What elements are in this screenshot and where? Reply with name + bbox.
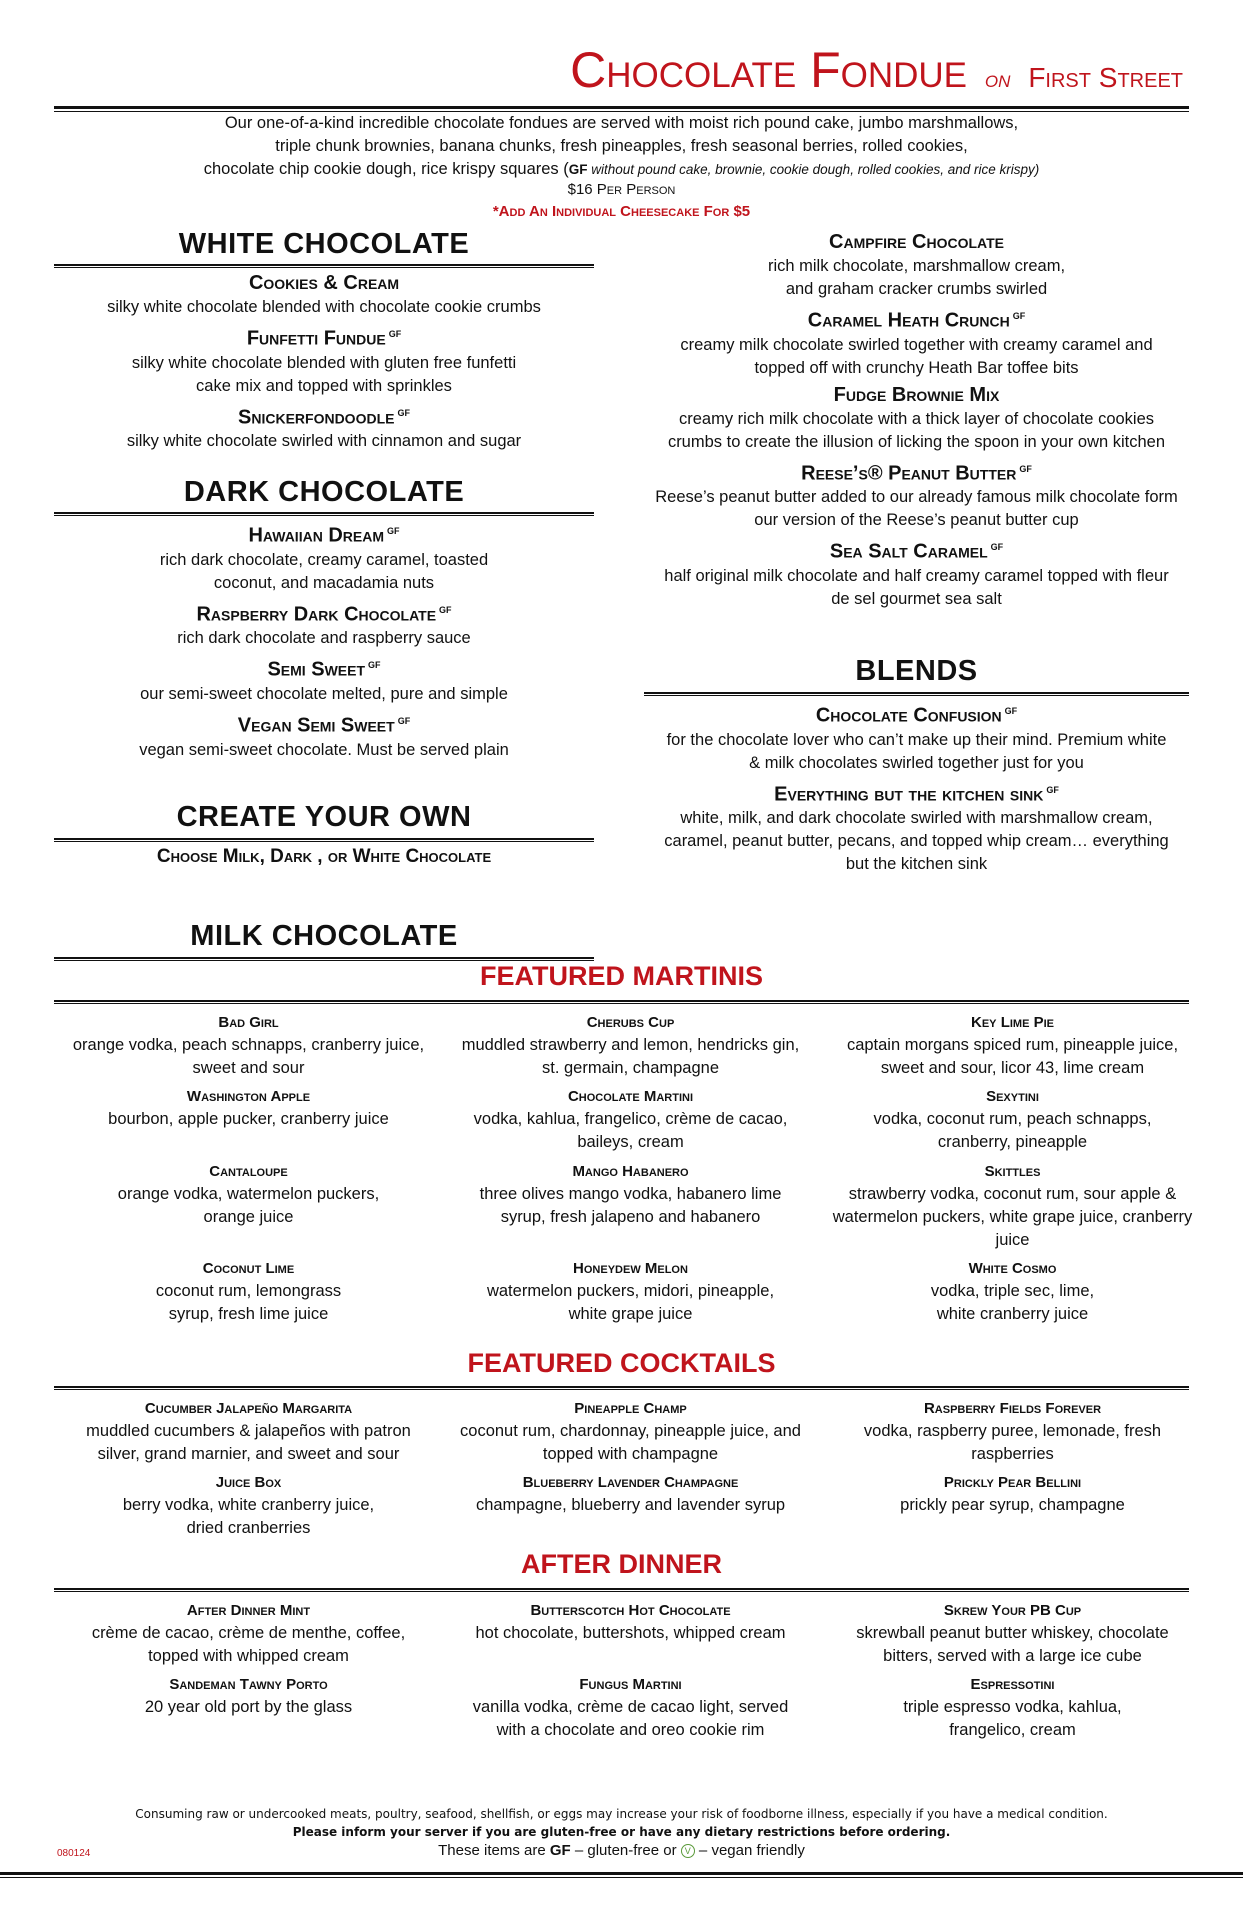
intro-gf: GF — [568, 162, 588, 177]
martinis-rule — [54, 1000, 1189, 1004]
item-desc: for the chocolate lover who can’t make up their mind. Premium white & milk chocolates swirled together just for you — [666, 730, 1167, 772]
menu-item — [644, 777, 1189, 877]
menu-item — [644, 698, 1189, 775]
gf-badge: GF — [388, 329, 402, 339]
drink-item: Espressotini triple espresso vodka, kahlua, frangelico, cream — [903, 1676, 1122, 1739]
item-desc: rich milk chocolate, marshmallow cream, and graham cracker crumbs swirled — [767, 257, 1066, 298]
title-main: Chocolate Fondue — [570, 42, 968, 98]
drink-item: White Cosmo vodka, triple sec, lime, white cranberry juice — [930, 1260, 1095, 1323]
footer-warning: Consuming raw or undercooked meats, poultry, seafood, shellfish, or eggs may increase your risk of foodborne illness, especially if you have a medical condition. — [135, 1807, 1108, 1821]
drink-item: Sandeman Tawny Porto 20 year old port by the glass — [144, 1676, 353, 1716]
drink-item: Cantaloupe orange vodka, watermelon puckers, orange juice — [117, 1163, 380, 1226]
drink-item: Juice Box berry vodka, white cranberry juice, dried cranberries — [122, 1474, 375, 1537]
afterdinner-heading: AFTER DINNER — [521, 1549, 722, 1579]
legend-post: – vegan friendly — [694, 1842, 805, 1859]
drink-item: Washington Apple bourbon, apple pucker, cranberry juice — [108, 1088, 389, 1128]
item-name: Snickerfondoodle $^{GF}$ — [238, 406, 410, 429]
vegan-leaf-icon: V — [681, 1844, 695, 1858]
create-rule — [54, 838, 594, 842]
gf-badge: GF — [439, 604, 452, 615]
item-desc: creamy milk chocolate swirled together with creamy caramel and topped off with crunchy Heath Bar toffee bits — [680, 335, 1153, 377]
menu-item — [54, 270, 594, 319]
item-desc: vegan semi-sweet chocolate. Must be served plain — [139, 740, 509, 759]
item-name: Hawaiian Dream $^{GF}$ — [248, 524, 400, 547]
cocktails-heading: FEATURED COCKTAILS — [467, 1348, 776, 1378]
gf-badge: GF — [1019, 463, 1032, 474]
menu-item — [644, 229, 1189, 301]
item-desc: rich dark chocolate and raspberry sauce — [177, 629, 471, 648]
drink-item: Coconut Lime coconut rum, lemongrass syrup, fresh lime juice — [155, 1260, 342, 1323]
menu-item — [54, 321, 594, 398]
drink-item: After Dinner Mint crème de cacao, crème de menthe, coffee, topped with whipped cream — [91, 1602, 406, 1665]
legend-pre: These items are — [438, 1842, 550, 1859]
item-name: Caramel Heath Crunch $^{GF}$ — [807, 309, 1026, 332]
dark-rule — [54, 512, 594, 516]
drink-item: Pineapple Champ coconut rum, chardonnay, pineapple juice, and topped with champagne — [460, 1400, 801, 1463]
menu-item — [54, 518, 594, 595]
menu-item — [644, 534, 1189, 611]
title-street: First Street — [1028, 62, 1183, 93]
intro-line-3 — [60, 158, 1183, 181]
menu-item — [54, 708, 594, 762]
item-desc: silky white chocolate blended with gluten free funfetti cake mix and topped with sprinkles — [131, 353, 517, 395]
blends-list — [644, 698, 1189, 878]
gf-badge: GF — [1046, 784, 1059, 795]
item-desc: silky white chocolate blended with chocolate cookie crumbs — [107, 298, 541, 316]
item-name: Vegan Semi Sweet $^{GF}$ — [237, 714, 411, 737]
white-heading: WHITE CHOCOLATE — [178, 228, 470, 260]
drink-item: Cherubs Cup muddled strawberry and lemon, hendricks gin, st. germain, champagne — [461, 1014, 800, 1077]
drink-item: Mango Habanero three olives mango vodka, habanero lime syrup, fresh jalapeno and habanero — [479, 1163, 782, 1226]
item-desc: half original milk chocolate and half creamy caramel topped with fleur de sel gourmet sea salt — [664, 566, 1169, 608]
item-name: Cookies & Cream — [248, 272, 400, 294]
menu-item — [644, 456, 1189, 533]
intro-gf-note: without pound cake, brownie, cookie dough, rolled cookies, and rice krispy) — [587, 162, 1040, 177]
item-name: Everything but the kitchen sink $^{GF}$ — [774, 783, 1059, 806]
footer-legend — [60, 1842, 1183, 1859]
addon-note: *Add An Individual Cheesecake For $5 — [492, 203, 751, 220]
price: $16 Per Person — [567, 181, 676, 198]
footer-rule — [0, 1872, 1243, 1878]
drink-item: Sexytini vodka, coconut rum, peach schnapps, cranberry, pineapple — [873, 1088, 1152, 1151]
menu-item — [54, 597, 594, 651]
martinis-heading: FEATURED MARTINIS — [480, 961, 763, 991]
drink-item: Skittles strawberry vodka, coconut rum, sour apple & watermelon puckers, white grape juice, cranberry juice — [832, 1163, 1193, 1249]
title-on: on — [984, 66, 1011, 93]
intro-text — [60, 112, 1183, 181]
gf-badge: GF — [397, 715, 411, 726]
footer-notice: Please inform your server if you are gluten-free or have any dietary restrictions before ordering. — [292, 1825, 951, 1839]
drink-item: Butterscotch Hot Chocolate hot chocolate, buttershots, whipped cream — [475, 1602, 786, 1642]
dark-heading: DARK CHOCOLATE — [183, 476, 465, 508]
gf-badge: GF — [990, 542, 1004, 553]
blends-heading: BLENDS — [855, 655, 978, 687]
drink-item: Prickly Pear Bellini prickly pear syrup, champagne — [900, 1474, 1125, 1514]
item-desc: silky white chocolate swirled with cinnamon and sugar — [126, 432, 522, 451]
drink-item: Raspberry Fields Forever vodka, raspberry puree, lemonade, fresh raspberries — [863, 1400, 1162, 1463]
menu-code: 080124 — [57, 1848, 91, 1859]
gf-badge: GF — [1012, 311, 1026, 321]
milk-heading: MILK CHOCOLATE — [190, 920, 458, 952]
blends-rule — [644, 692, 1189, 696]
menu-item — [54, 400, 594, 454]
menu-item — [54, 652, 594, 706]
item-desc: rich dark chocolate, creamy caramel, toasted coconut, and macadamia nuts — [159, 550, 489, 592]
item-name: Chocolate Confusion $^{GF}$ — [815, 704, 1018, 727]
cocktails-rule — [54, 1386, 1189, 1390]
drink-item: Fungus Martini vanilla vodka, crème de cacao light, served with a chocolate and oreo cookie rim — [472, 1676, 789, 1739]
drink-item: Key Lime Pie captain morgans spiced rum, pineapple juice, sweet and sour, licor 43, lime cream — [846, 1014, 1179, 1077]
item-desc: white, milk, and dark chocolate swirled with marshmallow cream, caramel, peanut butter, pecans, and topped whip cream… everything but the kitchen sink — [664, 809, 1169, 874]
milk-list — [644, 229, 1189, 613]
item-name: Raspberry Dark Chocolate $^{GF}$ — [196, 603, 452, 626]
legend-gf: GF — [549, 1842, 571, 1859]
menu-item — [644, 303, 1189, 380]
intro-line-1: Our one-of-a-kind incredible chocolate fondues are served with moist rich pound cake, jumbo marshmallows, — [224, 114, 1019, 132]
drink-item: Skrew Your PB Cup skrewball peanut butter whiskey, chocolate bitters, served with a large ice cube — [856, 1602, 1169, 1665]
drink-item: Honeydew Melon watermelon puckers, midori, pineapple, white grape juice — [486, 1260, 775, 1323]
gf-badge: GF — [397, 407, 410, 418]
item-desc: creamy rich milk chocolate with a thick layer of chocolate cookies crumbs to create the illusion of licking the spoon in your own kitchen — [667, 409, 1166, 451]
item-name: Reese’s® Peanut Butter $^{GF}$ — [801, 462, 1032, 485]
gf-badge: GF — [368, 660, 381, 671]
white-list — [54, 270, 594, 455]
item-name: Fudge Brownie Mix — [833, 383, 1000, 406]
drink-item: Cucumber Jalapeño Margarita muddled cucumbers & jalapeños with patron silver, grand marnier, and sweet and sour — [86, 1400, 411, 1463]
item-desc: our semi-sweet chocolate melted, pure and simple — [140, 684, 508, 703]
intro-line-3-text: chocolate chip cookie dough, rice krispy squares ( — [203, 160, 569, 178]
page-title — [570, 44, 1183, 106]
intro-line-2: triple chunk brownies, banana chunks, fresh pineapples, fresh seasonal berries, rolled cookies, — [275, 137, 968, 155]
item-name: Funfetti Fundue $^{GF}$ — [246, 327, 402, 350]
gf-badge: GF — [1004, 706, 1018, 716]
drink-item: Bad Girl orange vodka, peach schnapps, cranberry juice, sweet and sour — [72, 1014, 425, 1077]
gf-badge: GF — [387, 526, 400, 536]
drink-item: Chocolate Martini vodka, kahlua, frangelico, crème de cacao, baileys, cream — [473, 1088, 788, 1151]
item-name: Sea Salt Caramel $^{GF}$ — [829, 540, 1004, 563]
item-name: Campfire Chocolate — [829, 231, 1004, 253]
white-rule — [54, 264, 594, 268]
legend-mid: – gluten-free or — [570, 1842, 681, 1859]
item-desc: Reese’s peanut butter added to our already famous milk chocolate form our version of the Reese’s peanut butter cup — [655, 488, 1178, 530]
dark-list — [54, 518, 594, 764]
menu-item — [644, 382, 1189, 454]
item-name: Semi Sweet $^{GF}$ — [267, 658, 381, 681]
drink-item: Blueberry Lavender Champagne champagne, blueberry and lavender syrup — [475, 1474, 786, 1514]
afterdinner-rule — [54, 1588, 1189, 1592]
create-sub: Choose Milk, Dark , or White Chocolate — [156, 846, 492, 867]
create-heading: CREATE YOUR OWN — [176, 801, 472, 833]
